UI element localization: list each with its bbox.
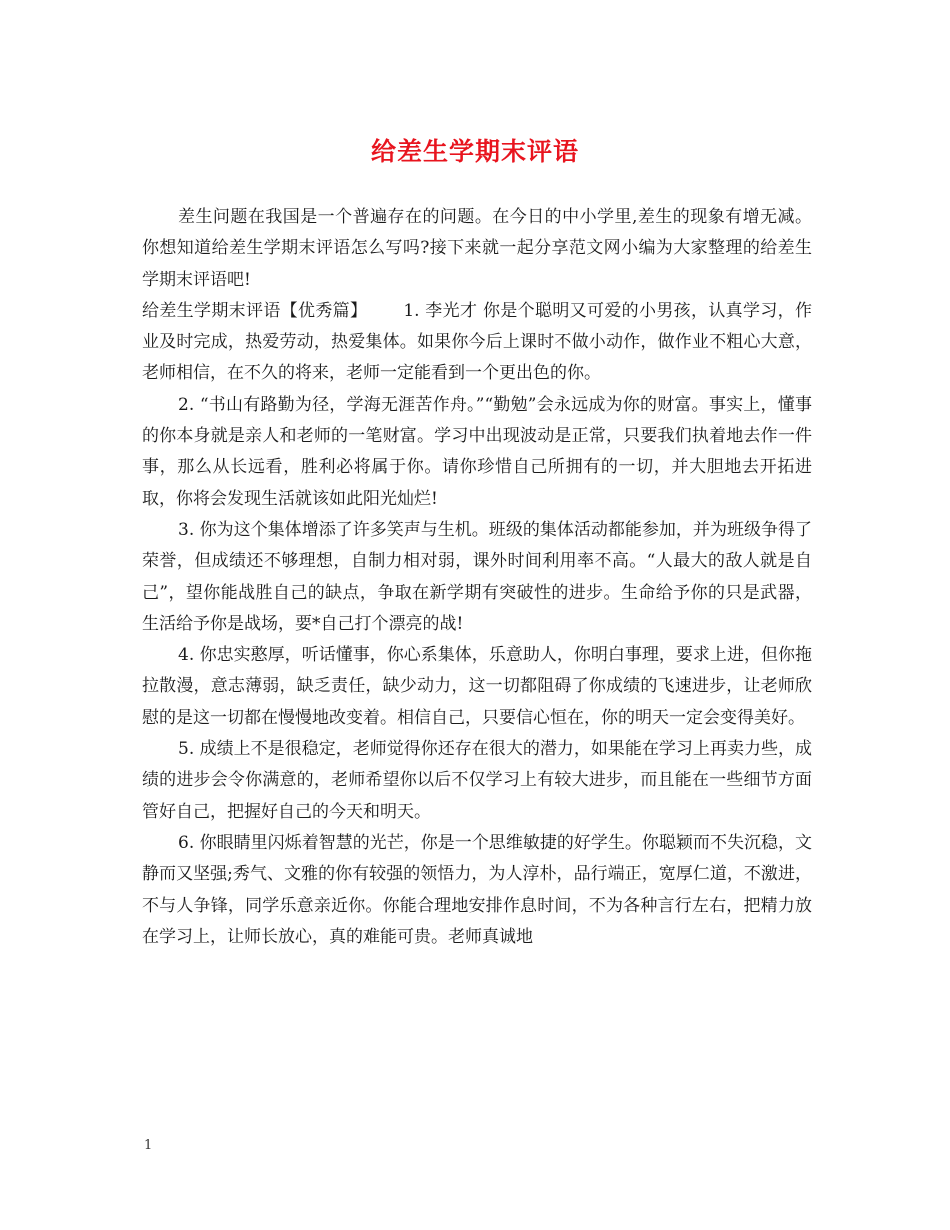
document-title: 给差生学期末评语 [370, 137, 579, 166]
comment-paragraph-2: 2. “书山有路勤为径，学海无涯苦作舟。”“勤勉”会永远成为你的财富。事实上，懂事的你本身就是亲人和老师的一笔财富。学习中出现波动是正常，只要我们执着地去作一件事，那么从长远看，胜利必将属于你。请你珍惜自己所拥有的一切，并大胆地去开拓进取，你将会发现生活就该如此阳光灿烂! [142, 394, 812, 509]
comment-paragraph-1 [142, 296, 812, 390]
intro-paragraph: 差生问题在我国是一个普遍存在的问题。在今日的中小学里,差生的现象有增无减。你想知道给差生学期末评语怎么写吗?接下来就一起分享范文网小编为大家整理的给差生学期末评语吧! [142, 207, 812, 290]
comment-1-text: 1. 李光才 你是个聪明又可爱的小男孩，认真学习，作业及时完成，热爱劳动，热爱集体。如果你今后上课时不做小动作，做作业不粗心大意，老师相信，在不久的将来，老师一定能看到一个更出色的你。 [142, 300, 813, 384]
comment-paragraph-4: 4. 你忠实憨厚，听话懂事，你心系集体，乐意助人，你明白事理，要求上进，但你拖拉散漫，意志薄弱，缺乏责任，缺少动力，这一切都阻碍了你成绩的飞速进步，让老师欣慰的是这一切都在慢慢地改变着。相信自己，只要信心恒在，你的明天一定会变得美好。 [142, 645, 812, 728]
comment-paragraph-5: 5. 成绩上不是很稳定，老师觉得你还存在很大的潜力，如果能在学习上再卖力些，成绩的进步会令你满意的，老师希望你以后不仅学习上有较大进步，而且能在一些细节方面管好自己，把握好自己的今天和明天。 [142, 739, 812, 822]
comment-paragraph-3: 3. 你为这个集体增添了许多笑声与生机。班级的集体活动都能参加，并为班级争得了荣誉，但成绩还不够理想，自制力相对弱，课外时间利用率不高。“人最大的敌人就是自己”，望你能战胜自己的缺点，争取在新学期有突破性的进步。生命给予你的只是武器，生活给予你是战场，要*自己打个漂亮的战! [142, 519, 812, 634]
section-heading: 给差生学期末评语【优秀篇】 [142, 300, 368, 321]
document-body [142, 202, 812, 953]
comment-paragraph-6: 6. 你眼睛里闪烁着智慧的光芒，你是一个思维敏捷的好学生。你聪颖而不失沉稳，文静而又坚强;秀气、文雅的你有较强的领悟力，为人淳朴，品行端正，宽厚仁道，不激进，不与人争锋，同学乐意亲近你。你能合理地安排作息时间，不为各种言行左右，把精力放在学习上，让师长放心，真的难能可贵。老师真诚地 [142, 832, 812, 947]
page-number: 1 [144, 1138, 153, 1153]
